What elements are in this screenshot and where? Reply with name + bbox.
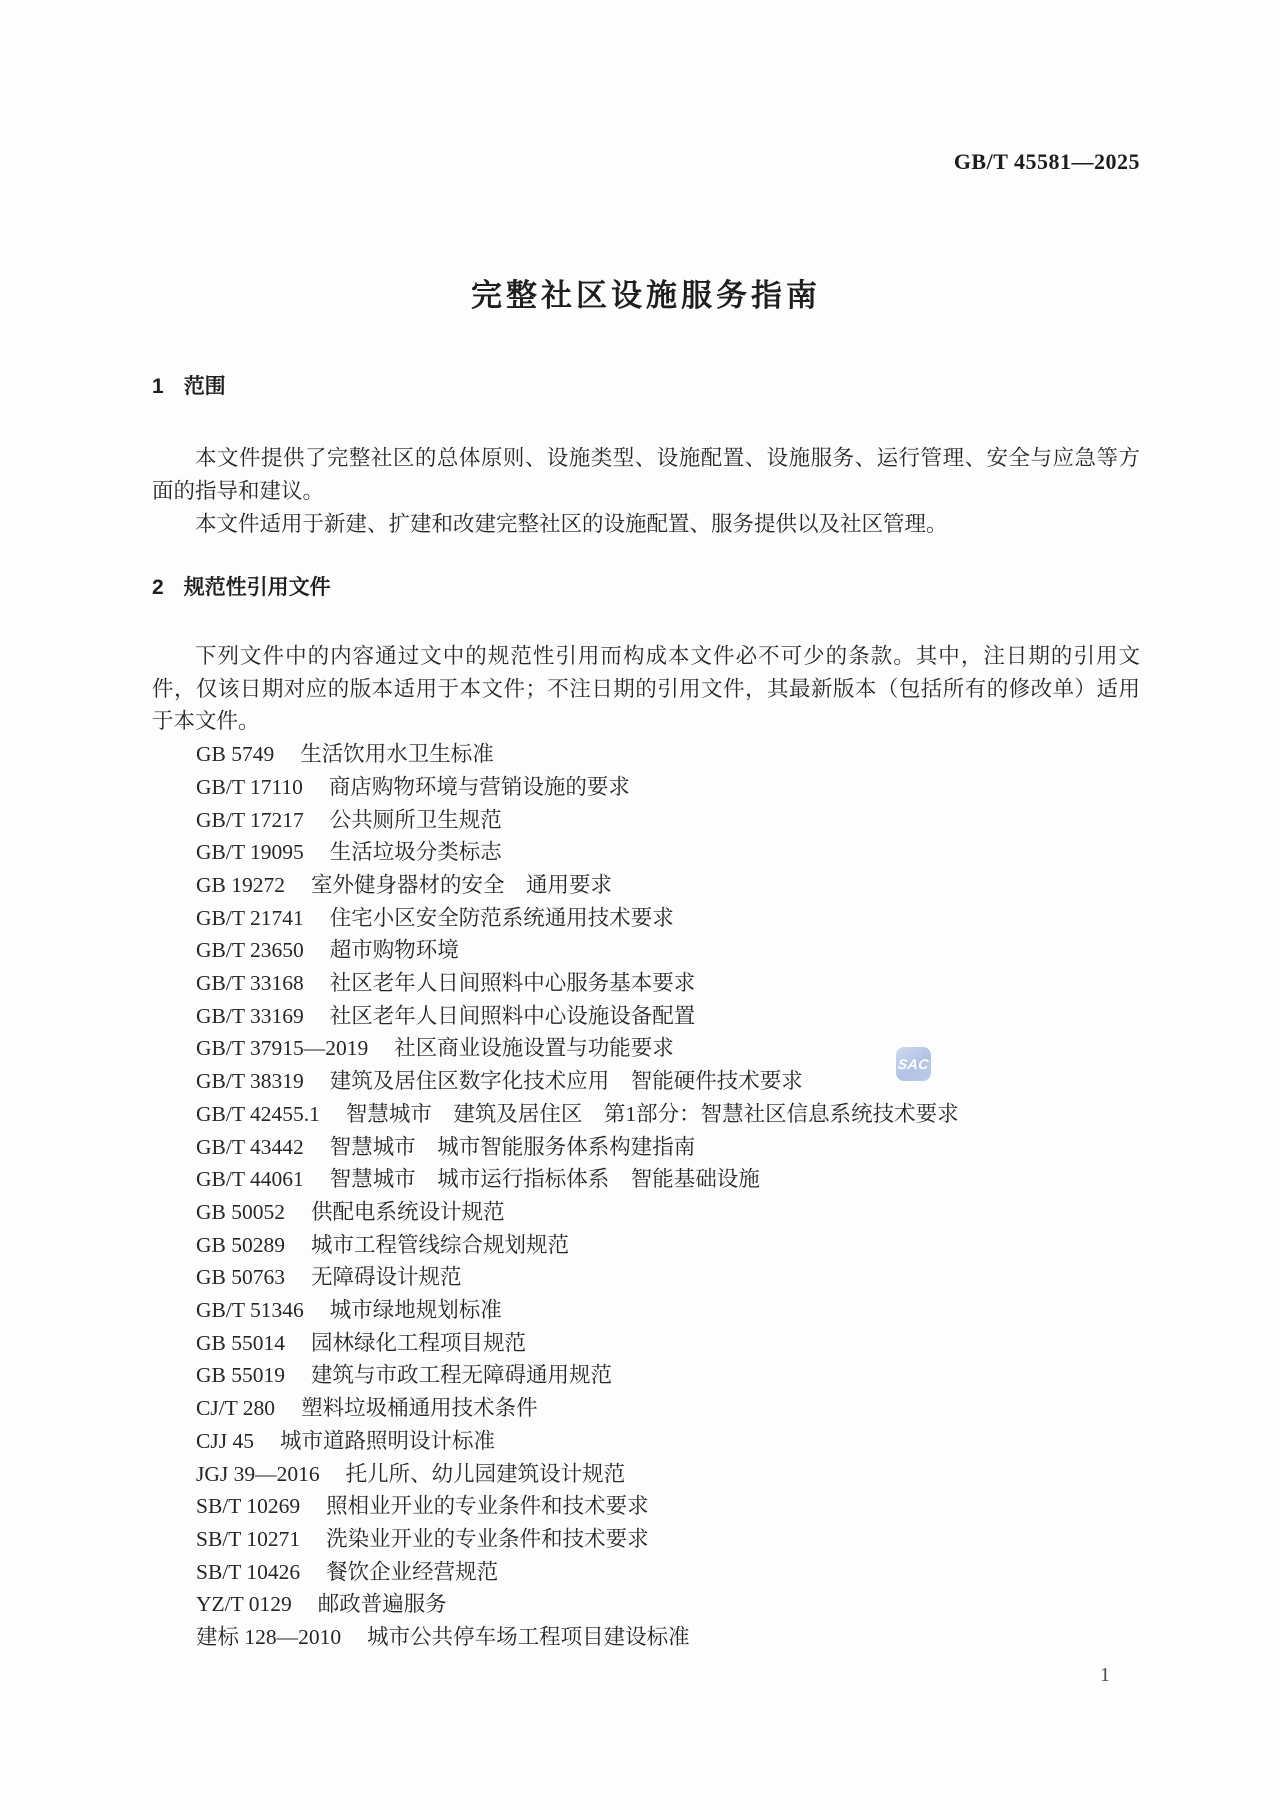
reference-title: 照相业开业的专业条件和技术要求 [326, 1494, 649, 1519]
reference-code: GB/T 51346 [196, 1298, 304, 1323]
scope-paragraph: 本文件适用于新建、扩建和改建完整社区的设施配置、服务提供以及社区管理。 [195, 512, 948, 536]
reference-item [152, 1523, 1140, 1556]
reference-title: 住宅小区安全防范系统通用技术要求 [329, 905, 674, 930]
normative-intro: 下列文件中的内容通过文中的规范性引用而构成本文件必不可少的条款。其中，注日期的引用文件，仅该日期对应的版本适用于本文件；不注日期的引用文件，其最新版本（包括所有的修改单）适用于本文件。 [152, 644, 1140, 734]
reference-item [152, 1392, 1140, 1425]
reference-code: GB/T 21741 [196, 905, 304, 930]
reference-item [152, 1556, 1140, 1589]
reference-code: CJ/T 280 [196, 1396, 276, 1421]
reference-title: 塑料垃圾桶通用技术条件 [301, 1396, 538, 1421]
reference-item [152, 1000, 1140, 1033]
reference-code: GB/T 42455.1 [196, 1101, 320, 1126]
reference-code: GB/T 23650 [196, 938, 304, 963]
reference-item [152, 1588, 1140, 1621]
scope-paragraphs [152, 442, 1140, 541]
reference-item [152, 1229, 1140, 1262]
reference-title: 商店购物环境与营销设施的要求 [328, 774, 630, 799]
reference-title: 城市绿地规划标准 [329, 1298, 502, 1323]
reference-code: GB 55019 [196, 1363, 285, 1388]
reference-title: 超市购物环境 [329, 938, 459, 963]
reference-code: GB 50052 [196, 1199, 285, 1224]
reference-item [152, 1196, 1140, 1229]
reference-code: GB 19272 [196, 872, 285, 897]
reference-title: 生活饮用水卫生标准 [300, 742, 494, 767]
reference-title: 托儿所、幼儿园建筑设计规范 [345, 1461, 626, 1486]
reference-title: 无障碍设计规范 [311, 1265, 462, 1290]
reference-title: 室外健身器材的安全 通用要求 [311, 872, 613, 897]
reference-item [152, 1261, 1140, 1294]
reference-item [152, 934, 1140, 967]
reference-item [152, 1425, 1140, 1458]
section-title: 范围 [183, 375, 226, 398]
reference-item [152, 836, 1140, 869]
reference-title: 邮政普遍服务 [317, 1592, 447, 1617]
reference-code: CJJ 45 [196, 1428, 254, 1453]
page-header [152, 148, 1140, 176]
reference-code: GB 50289 [196, 1232, 285, 1257]
reference-item [152, 1359, 1140, 1392]
reference-item [152, 1490, 1140, 1523]
reference-title: 社区老年人日间照料中心设施设备配置 [329, 1003, 696, 1028]
reference-code: GB 50763 [196, 1265, 285, 1290]
sac-watermark [896, 1047, 931, 1081]
reference-title: 城市道路照明设计标准 [279, 1428, 495, 1453]
reference-item [152, 804, 1140, 837]
reference-title: 供配电系统设计规范 [311, 1199, 505, 1224]
reference-title: 园林绿化工程项目规范 [311, 1330, 527, 1355]
reference-title: 智慧城市 城市智能服务体系构建指南 [329, 1134, 696, 1159]
reference-code: SB/T 10269 [196, 1494, 301, 1519]
reference-title: 城市工程管线综合规划规范 [311, 1232, 570, 1257]
reference-item [152, 738, 1140, 771]
reference-title: 生活垃圾分类标志 [329, 840, 502, 865]
reference-item [152, 869, 1140, 902]
reference-code: GB/T 33168 [196, 971, 304, 996]
reference-title: 餐饮企业经营规范 [326, 1559, 499, 1584]
section-title: 规范性引用文件 [183, 576, 331, 599]
reference-item [152, 967, 1140, 1000]
reference-code: GB/T 38319 [196, 1069, 304, 1094]
reference-item [152, 1032, 1140, 1065]
document-title: 完整社区设施服务指南 [471, 278, 821, 313]
reference-title: 社区老年人日间照料中心服务基本要求 [329, 971, 696, 996]
reference-title: 洗染业开业的专业条件和技术要求 [326, 1526, 649, 1551]
reference-code: SB/T 10426 [196, 1559, 301, 1584]
reference-code: SB/T 10271 [196, 1526, 301, 1551]
reference-title: 公共厕所卫生规范 [329, 807, 502, 832]
reference-code: 建标 128—2010 [196, 1625, 342, 1650]
reference-code: GB/T 33169 [196, 1003, 304, 1028]
section-number: 2 [152, 576, 164, 599]
reference-item [152, 1098, 1140, 1131]
reference-item [152, 1065, 1140, 1098]
scope-paragraph: 本文件提供了完整社区的总体原则、设施类型、设施配置、设施服务、运行管理、安全与应急等方面的指导和建议。 [152, 446, 1140, 503]
reference-code: GB/T 37915—2019 [196, 1036, 369, 1061]
reference-item [152, 902, 1140, 935]
standard-code: GB/T 45581—2025 [953, 149, 1140, 174]
reference-item [152, 1294, 1140, 1327]
reference-code: JGJ 39—2016 [196, 1461, 320, 1486]
section-scope-heading [152, 373, 1140, 401]
reference-code: GB 55014 [196, 1330, 285, 1355]
reference-item [152, 1621, 1140, 1654]
reference-title: 智慧城市 建筑及居住区 第1部分：智慧社区信息系统技术要求 [345, 1101, 959, 1126]
reference-list [152, 738, 1140, 1654]
reference-item [152, 771, 1140, 804]
reference-code: GB/T 17110 [196, 774, 303, 799]
reference-title: 建筑与市政工程无障碍通用规范 [311, 1363, 613, 1388]
reference-code: GB/T 19095 [196, 840, 304, 865]
reference-title: 社区商业设施设置与功能要求 [394, 1036, 674, 1061]
reference-item [152, 1131, 1140, 1164]
reference-code: YZ/T 0129 [196, 1592, 292, 1617]
reference-item [152, 1458, 1140, 1491]
reference-title: 建筑及居住区数字化技术应用 智能硬件技术要求 [329, 1069, 803, 1094]
section-normative-references-heading [152, 574, 1140, 602]
section-number: 1 [152, 375, 164, 398]
page-number: 1 [1100, 1664, 1110, 1686]
reference-code: GB/T 44061 [196, 1167, 304, 1192]
reference-code: GB/T 17217 [196, 807, 304, 832]
reference-code: GB/T 43442 [196, 1134, 304, 1159]
reference-title: 智慧城市 城市运行指标体系 智能基础设施 [329, 1167, 760, 1192]
sac-watermark-label: SAC [897, 1056, 930, 1072]
reference-code: GB 5749 [196, 742, 275, 767]
reference-item [152, 1163, 1140, 1196]
reference-item [152, 1327, 1140, 1360]
reference-title: 城市公共停车场工程项目建设标准 [367, 1625, 690, 1650]
